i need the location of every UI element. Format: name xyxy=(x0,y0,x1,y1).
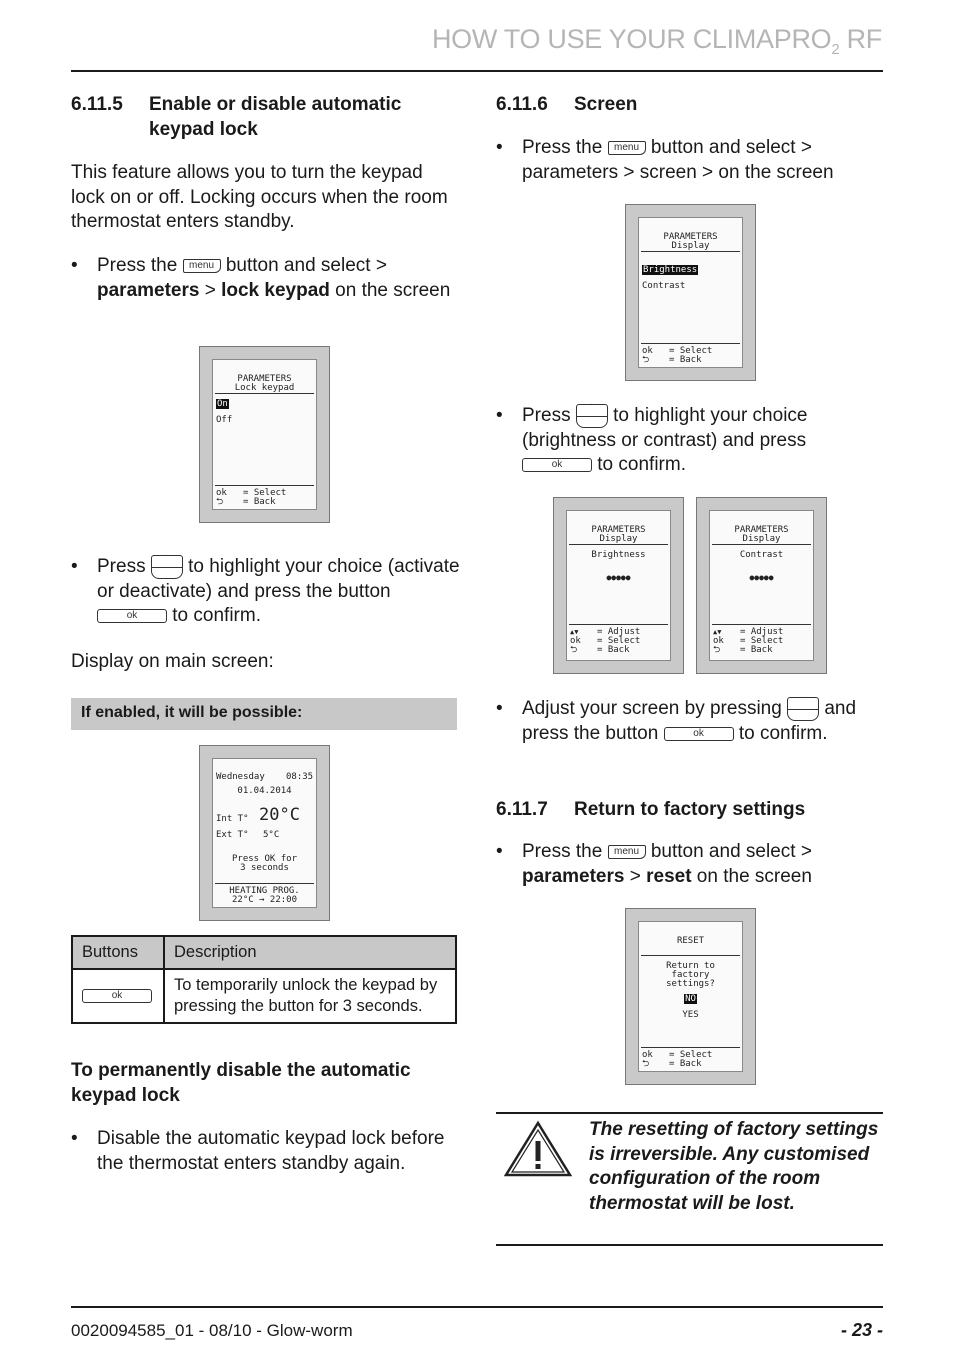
bullet-screen-arrows: • Press · to highlight your choice (brightness or contrast) and press ok to confirm. xyxy=(522,404,877,478)
bullet-adjust-screen: • Adjust your screen by pressing · and press the button ok to confirm. xyxy=(522,697,877,746)
warning-top-rule xyxy=(496,1112,883,1114)
ok-key-icon: ok xyxy=(97,609,167,623)
ok-key-icon: ok xyxy=(522,458,592,472)
ok-key-icon: ok xyxy=(664,727,734,741)
permanent-disable-heading: To permanently disable the automatic keypad lock xyxy=(71,1060,411,1106)
menu-key-icon: menu xyxy=(608,845,646,859)
warning-bottom-rule xyxy=(496,1244,883,1246)
intro-paragraph: This feature allows you to turn the keypad lock on or off. Locking occurs when the room thermostat enters standby. xyxy=(71,162,448,232)
table-cell-button xyxy=(72,969,164,1023)
up-down-key-icon xyxy=(151,555,183,579)
section-heading-6-11-6: 6.11.6 Screen xyxy=(496,94,638,115)
up-down-key-icon xyxy=(576,404,608,428)
lcd-brightness: PARAMETERS Display Brightness ●●●●● ▲▼ = Adjust ok = Select ⮌ = Back xyxy=(553,497,684,674)
running-header: HOW TO USE YOUR $CLIMAPRO_2$ RF xyxy=(431,24,882,58)
warning-triangle-icon xyxy=(503,1120,573,1178)
buttons-table xyxy=(71,935,457,1024)
footer-rule xyxy=(71,1306,883,1308)
lcd-reset: RESET Return to factory settings? NO YES ok = Select ⮌ = Back xyxy=(625,908,756,1085)
lcd-contrast: PARAMETERS Display Contrast ●●●●● ▲▼ = Adjust ok = Select ⮌ = Back xyxy=(696,497,827,674)
menu-key-icon: menu xyxy=(183,259,221,273)
ok-key-icon: ok xyxy=(82,989,152,1003)
section-heading-6-11-5: 6.11.5 Enable or disable automatic keypad lock xyxy=(71,94,402,140)
header-rule xyxy=(71,70,883,72)
table-row xyxy=(72,969,456,1023)
lcd-lock-keypad: PARAMETERS Lock keypad On Off ok = Select ⮌ = Back xyxy=(199,346,330,523)
section-heading-6-11-7: 6.11.7 Return to factory settings xyxy=(496,799,806,820)
table-header-buttons: Buttons xyxy=(72,936,164,969)
display-main-label: Display on main screen: xyxy=(71,651,274,672)
bullet-screen-menu: • Press the menu button and select > parameters > screen > on the screen xyxy=(496,137,834,183)
bullet-disable-lock: • Disable the automatic keypad lock before the thermostat enters standby again. xyxy=(71,1128,445,1174)
menu-key-icon: menu xyxy=(608,141,646,155)
table-header-row xyxy=(72,936,456,969)
enabled-bar: If enabled, it will be possible: xyxy=(71,698,457,730)
lcd-main-screen: Wednesday 08:35 01.04.2014 Int T° 20°C Ext T° 5°C Press OK for 3 seconds HEATING PROG. 22°C → 22:00 xyxy=(199,745,330,921)
page-number: - 23 - xyxy=(840,1320,883,1340)
lcd-display-params: PARAMETERS Display Brightness Contrast ok = Select ⮌ = Back xyxy=(625,204,756,381)
footer-doc-ref: 0020094585_01 - 08/10 - Glow-worm xyxy=(71,1321,353,1340)
bullet-press-arrows: • Press · to highlight your choice (activate or deactivate) and press the button ok to confirm. xyxy=(97,555,462,629)
warning-text: The resetting of factory settings is irreversible. Any customised configuration of the room thermostat will be lost. xyxy=(589,1119,879,1214)
bullet-reset-menu: • Press the menu button and select > parameters > reset on the screen xyxy=(496,841,812,887)
table-header-description: Description xyxy=(164,936,456,969)
table-cell-description: To temporarily unlock the keypad by pressing the button for 3 seconds. xyxy=(164,969,456,1023)
up-down-key-icon xyxy=(787,697,819,721)
bullet-press-menu: • Press the menu button and select > parameters > lock keypad on the screen xyxy=(71,255,451,301)
